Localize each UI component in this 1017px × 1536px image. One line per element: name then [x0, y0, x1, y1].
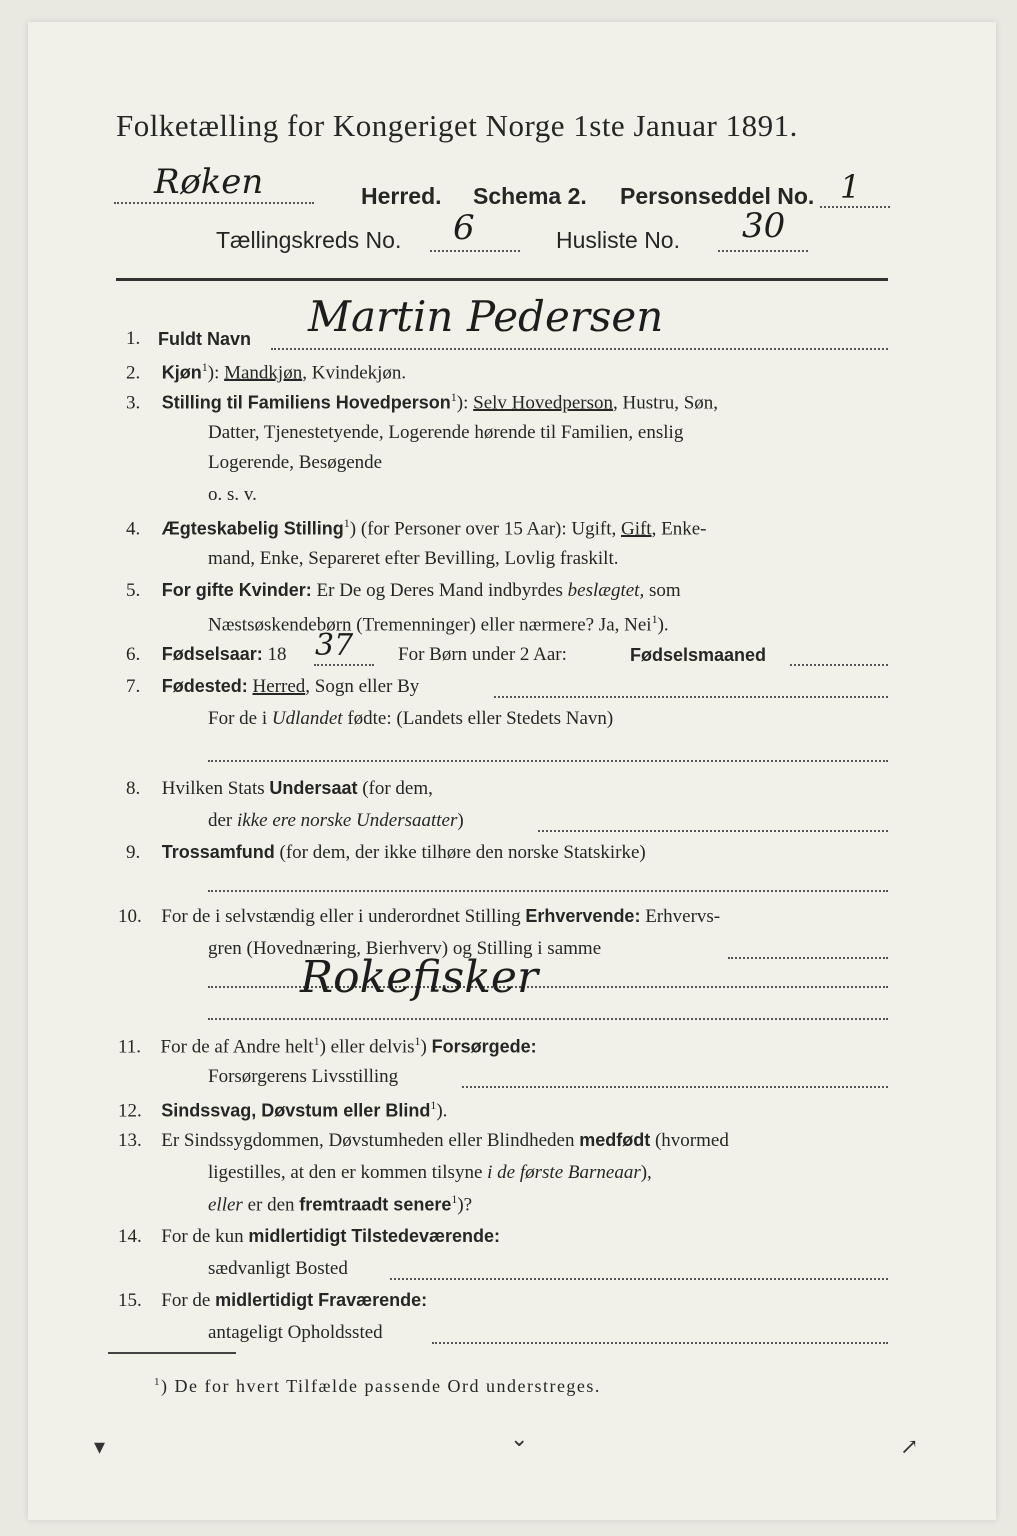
q10-label: Erhvervende: — [525, 906, 641, 926]
footnote-rule — [108, 1352, 236, 1354]
q8-line2-end: ) — [457, 810, 464, 831]
q2-option-kvindekjon: , Kvindekjøn. — [302, 362, 407, 384]
q8-line2-italic: ikke ere norske Undersaatter — [237, 810, 458, 831]
q6-number: 6. — [126, 644, 141, 665]
q6-label: Fødselsaar: — [161, 644, 263, 664]
herred-name: Røken — [154, 162, 264, 202]
q15-line1-text: For de — [161, 1290, 216, 1311]
header-rule — [116, 278, 888, 281]
q4-line-2: mand, Enke, Separeret efter Bevilling, Lovlig fraskilt. — [208, 548, 619, 569]
q15-row-1 — [118, 1290, 427, 1312]
q4-label: Ægteskabelig Stilling — [161, 518, 344, 539]
q8-dotted-line — [538, 830, 888, 832]
q12-end: ). — [436, 1100, 448, 1122]
q15-line-2: antageligt Opholdssted — [208, 1322, 383, 1343]
herred-dotted-line — [114, 202, 314, 204]
q4-option-gift: Gift — [620, 518, 652, 540]
q10-line1-end: Erhvervs- — [640, 906, 721, 927]
q14-line-2: sædvanligt Bosted — [208, 1258, 348, 1279]
q13-line2-end: ), — [640, 1162, 652, 1183]
husliste-label: Husliste No. — [556, 227, 680, 253]
q13-number: 13. — [118, 1130, 142, 1151]
q6-maaned-dotted-line — [790, 664, 888, 666]
q2-option-mandkjon: Mandkjøn — [224, 362, 303, 384]
kreds-number: 6 — [453, 208, 475, 248]
q13-line1-end: (hvormed — [650, 1130, 729, 1151]
footnote-text: ) De for hvert Tilfælde passende Ord understreges. — [161, 1376, 601, 1396]
q11-footnote-mark-1: 1 — [313, 1034, 320, 1048]
q9-dotted-line — [208, 890, 888, 892]
q2-text: ): — [207, 362, 225, 384]
q12-footnote-mark: 1 — [430, 1098, 437, 1112]
q4-line1-end: , Enke- — [651, 518, 707, 540]
schema-label: Schema 2. — [473, 183, 587, 209]
q11-label: Forsørgede: — [431, 1036, 537, 1057]
q9-number: 9. — [126, 842, 141, 863]
q11-row-1 — [118, 1034, 537, 1058]
q13-line3-text: er den — [242, 1194, 300, 1216]
q7-rest: , Sogn eller By — [305, 676, 420, 697]
personseddel-number: 1 — [840, 168, 861, 206]
q3-line-4: o. s. v. — [208, 484, 257, 505]
q3-line-2: Datter, Tjenestetyende, Logerende hørende til Familien, enslig — [208, 422, 684, 443]
q3-row-1 — [126, 390, 718, 414]
form-title: Folketælling for Kongeriget Norge 1ste Januar 1891. — [116, 108, 798, 143]
q5-footnote-mark: 1 — [651, 612, 658, 626]
q8-line2-text: der — [208, 810, 238, 831]
q6-born-under-2: For Børn under 2 Aar: — [398, 644, 567, 665]
q3-number: 3. — [126, 392, 141, 414]
q11-line-2: Forsørgerens Livsstilling — [208, 1066, 399, 1087]
q7-label: Fødested: — [161, 676, 248, 696]
q4-row-1 — [126, 516, 706, 540]
q8-row-1 — [126, 778, 433, 800]
q8-line1-text: Hvilken Stats — [161, 778, 270, 799]
kreds-dotted-line — [430, 250, 520, 252]
q7-line2-text: For de i — [208, 708, 272, 729]
q11-dotted-line — [462, 1086, 888, 1088]
q1-dotted-line — [271, 348, 888, 350]
q10-number: 10. — [118, 906, 142, 927]
q14-line1-text: For de kun — [161, 1226, 249, 1247]
q2-number: 2. — [126, 362, 141, 384]
q7-answer-dotted-line — [208, 760, 888, 762]
footnote-mark: 1 — [154, 1376, 161, 1388]
q5-line1-text: Er De og Deres Mand indbyrdes — [311, 580, 568, 601]
q5-number: 5. — [126, 580, 141, 601]
q2-footnote-mark: 1 — [201, 360, 208, 374]
q12-row — [118, 1098, 447, 1122]
q7-line2-italic: Udlandet — [271, 708, 343, 729]
q14-label: midlertidigt Tilstedeværende: — [248, 1226, 501, 1246]
q3-text: ): — [456, 392, 474, 414]
q11-number: 11. — [118, 1036, 142, 1058]
q11-line1-mid: ) eller delvis — [319, 1036, 415, 1058]
q10-line1-text: For de i selvstændig eller i underordnet Stilling — [161, 906, 526, 927]
q7-dotted-line — [494, 696, 888, 698]
q13-line-3 — [208, 1192, 472, 1216]
q8-number: 8. — [126, 778, 141, 799]
kreds-label: Tællingskreds No. — [216, 227, 402, 253]
q8-line1-end: (for dem, — [357, 778, 433, 799]
corner-mark-center-icon: ⌄ — [510, 1426, 529, 1451]
q14-row-1 — [118, 1226, 500, 1248]
q7-row-1 — [126, 676, 419, 698]
herred-label: Herred. — [361, 183, 442, 209]
q6-answer-year: 37 — [315, 628, 354, 663]
q13-footnote-mark: 1 — [451, 1192, 458, 1206]
personseddel-label: Personseddel No. — [620, 183, 815, 209]
q10-row-1 — [118, 906, 720, 928]
corner-mark-left-icon: ▾ — [94, 1434, 106, 1459]
q2-row — [126, 360, 406, 384]
q10-line2-dotted — [728, 957, 888, 959]
q10-line-2: gren (Hovednæring, Bierhverv) og Stilling i samme — [208, 938, 602, 959]
q5-line2-text: Næstsøskendebørn (Tremenninger) eller nærmere? Ja, Nei — [208, 614, 652, 636]
q1-number: 1. — [126, 328, 141, 349]
q5-line1-end: som — [644, 580, 681, 601]
q5-line2-end: ). — [657, 614, 669, 636]
q7-line2-end: fødte: (Landets eller Stedets Navn) — [342, 708, 614, 729]
q13-end: )? — [457, 1194, 473, 1216]
q11-footnote-mark-2: 1 — [414, 1034, 421, 1048]
corner-mark-right-icon: ↗ — [900, 1434, 919, 1459]
q13-line2-italic: i de første Barneaar — [487, 1162, 641, 1183]
q13-label: medfødt — [579, 1130, 651, 1150]
q5-label: For gifte Kvinder: — [161, 580, 312, 600]
q1-answer-name: Martin Pedersen — [308, 292, 664, 341]
q1-label: Fuldt Navn — [158, 329, 251, 349]
q6-dotted-line — [314, 664, 374, 666]
q5-line1-italic: beslægtet, — [567, 580, 645, 601]
q4-line1-text: ) (for Personer over 15 Aar): Ugift, — [349, 518, 621, 540]
personseddel-dotted-line — [820, 206, 890, 208]
q13-line1-text: Er Sindssygdommen, Døvstumheden eller Blindheden — [161, 1130, 580, 1151]
q15-label: midlertidigt Fraværende: — [215, 1290, 428, 1310]
q3-line-3: Logerende, Besøgende — [208, 452, 383, 473]
q10-answer-occupation: Rokefisker — [300, 952, 538, 1003]
q3-label: Stilling til Familiens Hovedperson — [161, 392, 451, 413]
q4-footnote-mark: 1 — [343, 516, 350, 530]
q5-line-2 — [208, 612, 669, 636]
q7-number: 7. — [126, 676, 141, 697]
q7-option-herred: Herred — [252, 676, 306, 697]
q9-label: Trossamfund — [161, 842, 275, 862]
q7-line-2 — [208, 708, 613, 730]
q3-line1-rest: , Hustru, Søn, — [613, 392, 719, 414]
q6-row — [126, 644, 287, 666]
q10-dotted-line-2 — [208, 1018, 888, 1020]
husliste-number: 30 — [742, 206, 786, 246]
q9-row — [126, 842, 646, 864]
q13-line2-text: ligestilles, at den er kommen tilsyne — [208, 1162, 488, 1183]
q13-label-2: fremtraadt senere — [299, 1194, 452, 1215]
q6-prefix: 18 — [262, 644, 287, 665]
q11-line1-text: For de af Andre helt — [160, 1036, 314, 1058]
footnote — [154, 1376, 601, 1397]
q5-row-1 — [126, 580, 681, 602]
q6-label-fodselsmaaned: Fødselsmaaned — [630, 645, 767, 665]
q12-label: Sindssvag, Døvstum eller Blind — [161, 1100, 431, 1121]
husliste-dotted-line — [718, 250, 808, 252]
census-form-sheet — [28, 22, 996, 1520]
q15-dotted-line — [432, 1342, 888, 1344]
q13-row-1 — [118, 1130, 729, 1152]
q14-number: 14. — [118, 1226, 142, 1247]
q3-footnote-mark: 1 — [450, 390, 457, 404]
q3-option-selv-hovedperson: Selv Hovedperson — [473, 392, 613, 414]
q2-label: Kjøn — [161, 362, 202, 383]
q4-number: 4. — [126, 518, 141, 540]
q13-line-2 — [208, 1162, 652, 1184]
q9-text: (for dem, der ikke tilhøre den norske Statskirke) — [274, 842, 646, 863]
q15-number: 15. — [118, 1290, 142, 1311]
q14-dotted-line — [390, 1278, 888, 1280]
q12-number: 12. — [118, 1100, 142, 1122]
q11-line1-end: ) — [420, 1036, 432, 1058]
q13-line3-italic: eller — [208, 1194, 243, 1216]
q8-label: Undersaat — [269, 778, 358, 798]
q8-line-2 — [208, 810, 464, 832]
